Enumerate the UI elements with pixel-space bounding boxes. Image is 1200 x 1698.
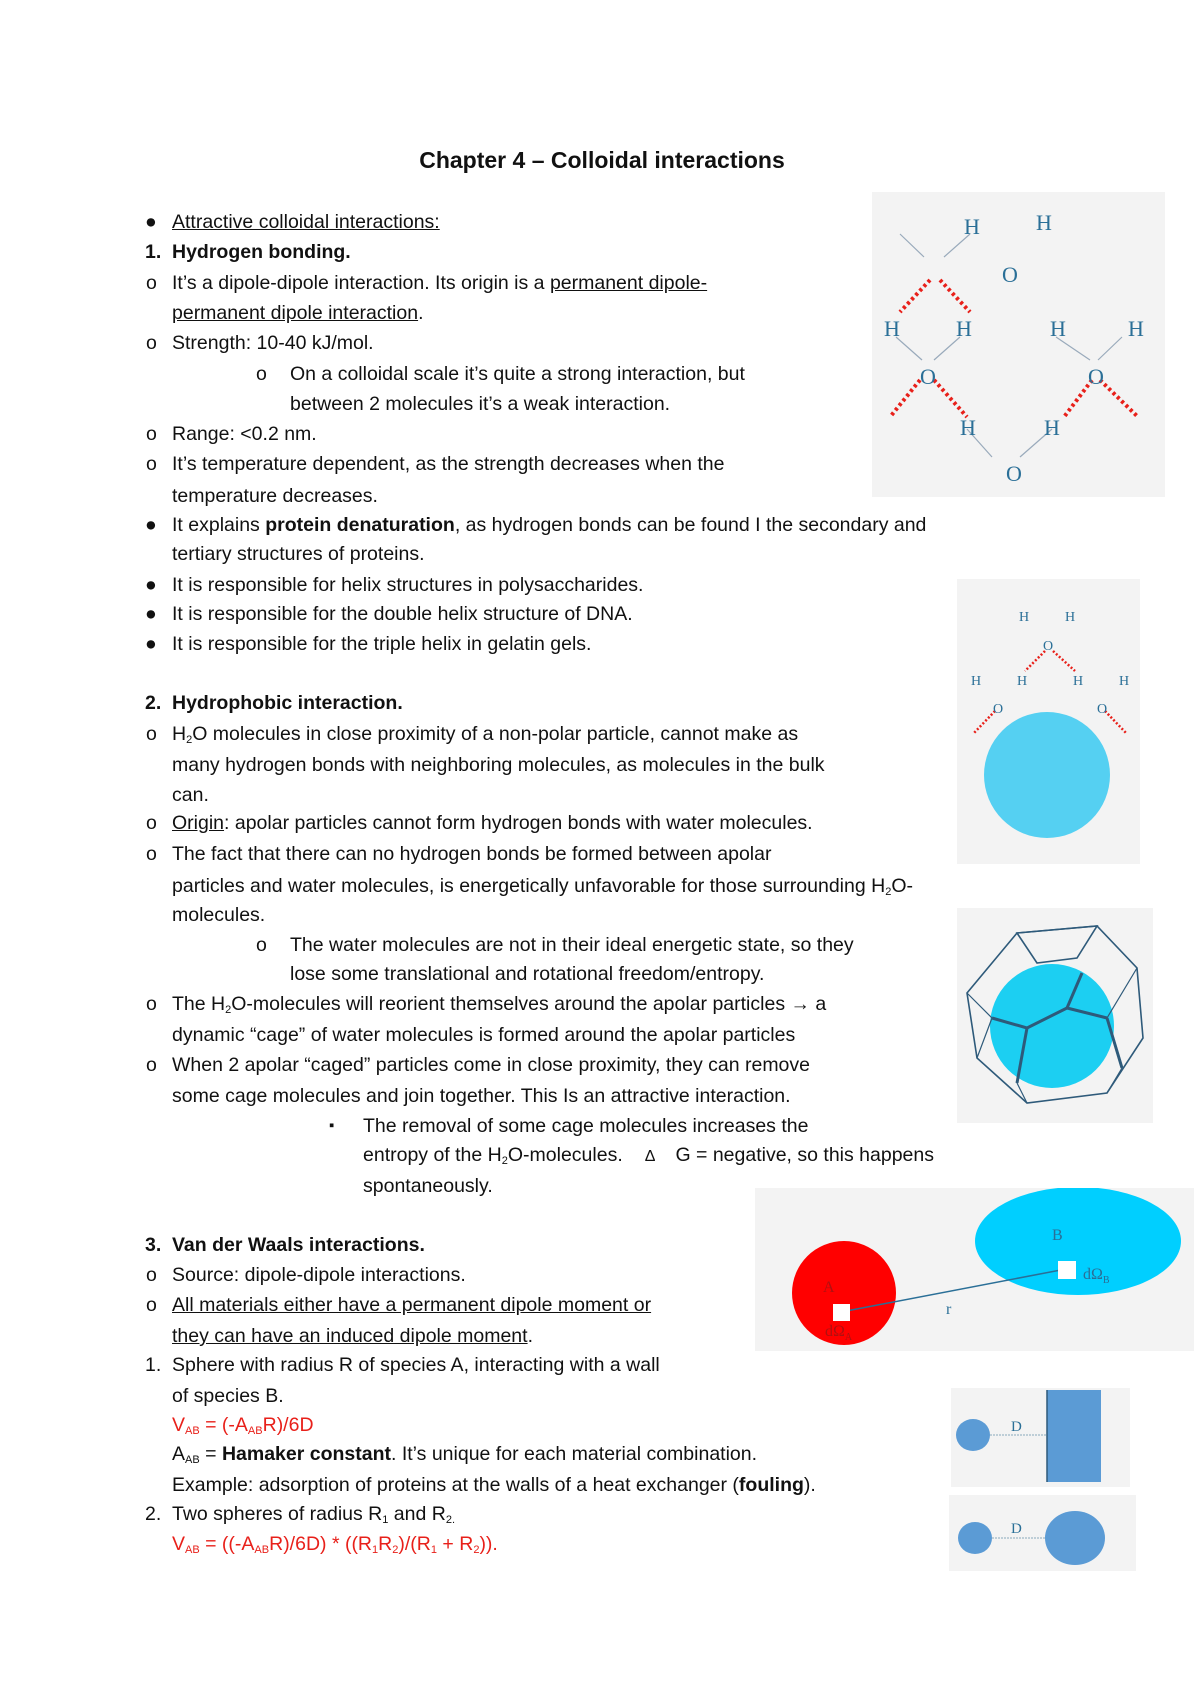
bullet: ● [145,514,157,536]
text-line: It is responsible for the double helix structure of DNA. [172,603,633,625]
circle-bullet: o [146,812,157,834]
text-line [172,810,813,836]
atom-label: H [964,214,980,239]
text: H [172,723,187,745]
text: protein denaturation [265,514,455,536]
text: Hamaker constant [221,1443,392,1465]
text: dΩ [1083,1266,1103,1283]
formula-sphere-wall [172,1412,314,1438]
distance-label: r [946,1301,952,1318]
text: = [199,1443,222,1465]
apolar-particle [984,712,1110,838]
text: A [172,1443,186,1465]
square-bullet: ▪ [329,1117,335,1134]
text: they can have an induced dipole moment [172,1325,528,1347]
text: a [810,993,827,1015]
subscript: A [844,1332,853,1343]
atom-label: O [920,364,936,389]
subscript: AB [247,1425,263,1437]
subscript: 2 [225,1004,232,1016]
two-spheres-diagram [949,1495,1136,1571]
circle-bullet: o [146,1294,157,1316]
atom-label: O [1097,702,1108,717]
text-line: It’s temperature dependent, as the strength decreases when the [172,453,725,475]
text-line: Sphere with radius R of species A, interacting with a wall [172,1354,660,1376]
atom-label: H [1128,316,1144,341]
text-line: temperature decreases. [172,485,378,507]
subscript: AB [254,1544,270,1556]
circle-bullet: o [146,453,157,475]
hydrogen-bonding-title: Hydrogen bonding. [172,241,351,263]
formula-two-spheres [172,1531,498,1557]
text: . [418,302,424,324]
circle-bullet: o [146,1264,157,1286]
text: permanent dipole interaction [172,302,419,324]
circle-bullet: o [146,423,157,445]
body-a-label: A [823,1279,835,1296]
bullet: ● [145,603,157,625]
text-line: It is responsible for the triple helix in gelatin gels. [172,633,592,655]
text-line: spontaneously. [363,1175,493,1197]
text: entropy of the H [363,1144,502,1166]
text: G = negative, so this happens [675,1144,934,1166]
text-line: lose some translational and rotational freedom/entropy. [290,963,765,985]
text: Origin [172,812,225,834]
subscript: AB [185,1454,200,1466]
text: It explains [172,514,266,536]
text: R)/6D [262,1414,314,1436]
water-cage-diagram [957,908,1153,1123]
text: V [172,1533,186,1555]
atom-label: H [884,316,900,341]
apolar-particle [990,964,1114,1088]
circle-bullet: o [146,272,157,294]
atom-label: O [1088,364,1104,389]
atom-label: O [1043,639,1054,654]
text: The H [172,993,226,1015]
subscript: 1 [430,1544,437,1556]
circle-bullet: o [146,843,157,865]
atom-label: O [993,702,1004,717]
subscript: 1 [382,1514,389,1526]
text: O- [891,875,914,897]
distance-label: D [1011,1521,1022,1537]
hydrophobic-particle-diagram [957,579,1140,864]
subscript: 2 [885,886,892,898]
atom-label: H [1119,674,1130,689]
text: . [527,1325,533,1347]
text: particles and water molecules, is energetically unfavorable for those surrounding H [172,875,886,897]
atom-label: H [1019,610,1030,625]
subscript: 2 [501,1155,508,1167]
text: R)/6D) * ((R [269,1533,373,1555]
circle-bullet: o [256,934,267,956]
delta-symbol: Δ [644,1148,656,1165]
text-line: tertiary structures of proteins. [172,543,425,565]
sphere-wall-diagram [951,1388,1130,1487]
page-title: Chapter 4 – Colloidal interactions [419,147,785,173]
distance-label: D [1011,1419,1022,1435]
text: O-molecules will reorient themselves around the apolar particles [231,993,791,1015]
text-line: of species B. [172,1385,284,1407]
text: Two spheres of radius R [172,1503,383,1525]
text-line [172,1472,816,1498]
bullet: ● [145,633,157,655]
hydrophobic-title: Hydrophobic interaction. [172,692,403,714]
number-1: 1. [145,1354,162,1376]
atom-label: H [1073,674,1084,689]
atom-label: H [971,674,982,689]
text: V [172,1414,186,1436]
subscript: AB [185,1544,200,1556]
text-line [363,1142,934,1170]
text-line: Range: <0.2 nm. [172,423,317,445]
text: Example: adsorption of proteins at the walls of a heat exchanger ( [172,1474,739,1496]
subscript: AB [185,1425,200,1437]
text: permanent dipole- [549,272,708,294]
body-b-label: B [1052,1227,1063,1244]
text-line [172,721,798,747]
text-line: dynamic “cage” of water molecules is formed around the apolar particles [172,1024,796,1046]
text-line: The water molecules are not in their ideal energetic state, so they [290,934,854,956]
text: ). [803,1474,816,1496]
atom-label: H [1036,210,1052,235]
vdw-title: Van der Waals interactions. [172,1234,425,1256]
text-line: many hydrogen bonds with neighboring molecules, as molecules in the bulk [172,754,825,776]
text-line: The fact that there can no hydrogen bonds be formed between apolar [172,843,772,865]
text: It’s a dipole-dipole interaction. Its origin is a [172,272,550,294]
text: , as hydrogen bonds can be found I the secondary and [454,514,927,536]
text-line [172,1501,455,1527]
text-line: When 2 apolar “caged” particles come in close proximity, they can remove [172,1054,810,1076]
water-hbond-diagram [872,192,1165,497]
text: + R [437,1533,474,1555]
text: )). [479,1533,498,1555]
vdw-bodies-diagram [755,1188,1194,1351]
text-line: The removal of some cage molecules increases the [363,1115,809,1137]
atom-label: O [1006,461,1022,486]
text-line [172,270,707,296]
arrow-icon: → [790,993,810,1015]
text-line: Strength: 10-40 kJ/mol. [172,332,374,354]
text: R [378,1533,393,1555]
text-line: On a colloidal scale it’s quite a strong interaction, but [290,363,745,385]
bullet: ● [145,211,157,233]
text-line [172,1323,533,1349]
text-line [172,873,913,899]
circle-bullet: o [146,1054,157,1076]
subscript: 2 [186,734,193,746]
text: )/(R [398,1533,431,1555]
circle-bullet: o [146,332,157,354]
subscript: 2 [392,1544,399,1556]
number-1: 1. [145,241,162,263]
subscript: 2. [445,1514,456,1526]
text-line: can. [172,784,209,806]
atom-label: H [960,415,976,440]
text: fouling [738,1474,804,1496]
text: . It’s unique for each material combination. [391,1443,758,1465]
text: dΩ [825,1323,845,1340]
number-3: 3. [145,1234,162,1256]
subscript: 1 [372,1544,379,1556]
circle-bullet: o [146,993,157,1015]
text: = ((-A [199,1533,255,1555]
text-line: molecules. [172,904,266,926]
text-line [172,1441,757,1467]
text-line: It is responsible for helix structures in polysaccharides. [172,574,644,596]
bullet: ● [145,574,157,596]
text-line: between 2 molecules it’s a weak interaction. [290,393,671,415]
text: : apolar particles cannot form hydrogen bonds with water molecules. [224,812,813,834]
text: = (-A [199,1414,248,1436]
subscript: 2 [473,1544,480,1556]
atom-label: O [1002,262,1018,287]
section-heading: Attractive colloidal interactions: [172,211,440,233]
text: and R [388,1503,446,1525]
atom-label: H [1065,610,1076,625]
text-line [172,991,826,1017]
text-line: All materials either have a permanent dipole moment or [172,1294,652,1316]
text-line [172,300,424,326]
number-2: 2. [145,1503,162,1525]
atom-label: H [1017,674,1028,689]
text-line: some cage molecules and join together. This Is an attractive interaction. [172,1085,791,1107]
atom-label: H [1044,415,1060,440]
number-2: 2. [145,692,162,714]
atom-label: H [956,316,972,341]
atom-label: H [1050,316,1066,341]
text: O molecules in close proximity of a non-polar particle, cannot make as [192,723,799,745]
subscript: B [1102,1275,1110,1286]
text-line: Source: dipole-dipole interactions. [172,1264,466,1286]
text: O-molecules. [507,1144,623,1166]
text-line [172,512,926,538]
circle-bullet: o [146,723,157,745]
circle-bullet: o [256,363,267,385]
